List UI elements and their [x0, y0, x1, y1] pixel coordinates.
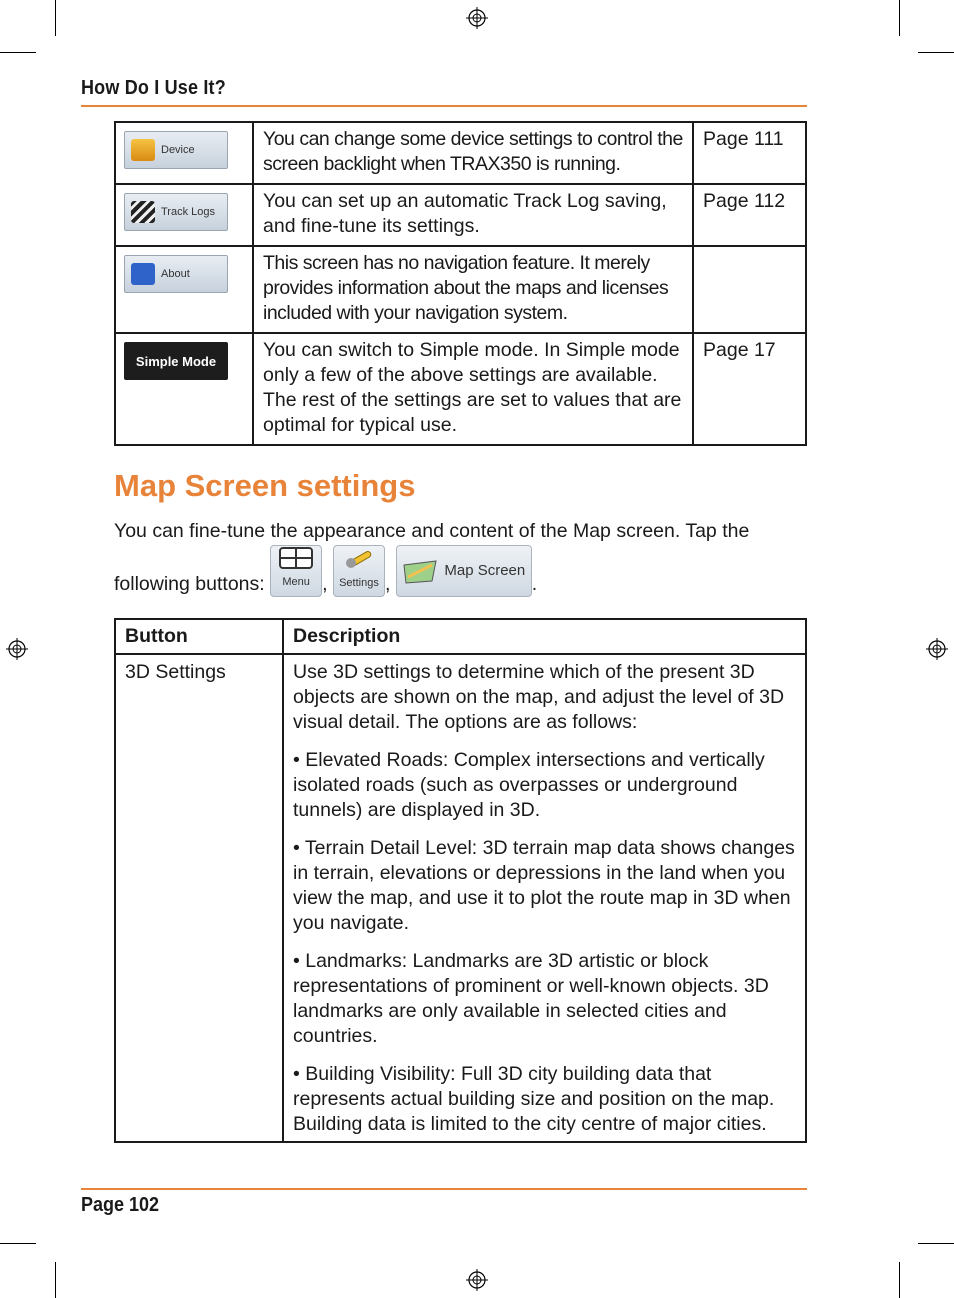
settings-button-icon: Settings [333, 545, 385, 597]
crop-mark [55, 0, 56, 36]
header-rule [81, 105, 807, 107]
table-row [115, 246, 806, 333]
crop-mark [918, 52, 954, 53]
description-paragraph: • Elevated Roads: Complex intersections and vertically isolated roads (such as overpasses or underground tunnels) are displayed in 3D. [293, 749, 765, 821]
crop-mark [55, 1262, 56, 1298]
table-row [115, 184, 806, 246]
crop-mark [0, 1243, 36, 1244]
row-description: You can set up an automatic Track Log saving, and fine-tune its settings. [253, 184, 693, 246]
description-paragraph: • Building Visibility: Full 3D city building data that represents actual building size and position on the map. Building data is limited to the city centre of major cities. [293, 1063, 775, 1135]
page-reference: Page 112 [693, 184, 806, 246]
track-logs-icon: Track Logs [124, 193, 228, 231]
description-paragraph: Use 3D settings to determine which of the present 3D objects are shown on the map, and adjust the level of 3D visual detail. The options are as follows: [293, 661, 785, 733]
map-screen-button-icon: Map Screen [396, 545, 532, 597]
crop-mark [899, 1262, 900, 1298]
registration-mark-icon [926, 638, 948, 660]
table-row [115, 122, 806, 184]
table-header-row [115, 619, 806, 654]
simple-mode-icon: Simple Mode [124, 342, 228, 380]
menu-button-icon: Menu [270, 545, 322, 597]
running-header: How Do I Use It? [81, 77, 226, 99]
row-description: You can change some device settings to control the screen backlight when TRAX350 is running. [253, 122, 693, 184]
page-reference: Page 17 [693, 333, 806, 445]
wrench-icon [342, 546, 376, 570]
intro-line-2: following buttons: Menu , Settings , Map Screen . [114, 545, 537, 597]
description-paragraph: • Landmarks: Landmarks are 3D artistic or block representations of prominent or well-known objects. 3D landmarks are only available in selected cities and countries. [293, 950, 769, 1047]
footer-rule [81, 1188, 807, 1190]
grid-icon [279, 547, 313, 569]
section-title: Map Screen settings [114, 468, 416, 503]
row-description: This screen has no navigation feature. It merely provides information about the maps and licenses included with your navigation system. [253, 246, 693, 333]
description-paragraph: • Terrain Detail Level: 3D terrain map data shows changes in terrain, elevations or depressions in the land when you view the map, and use it to plot the route map in 3D when you navigate. [293, 837, 795, 934]
button-name: 3D Settings [115, 654, 283, 1142]
row-description: You can switch to Simple mode. In Simple mode only a few of the above settings are available. The rest of the settings are set to values that are optimal for typical use. [253, 333, 693, 445]
page-reference: Page 111 [693, 122, 806, 184]
map-icon [402, 557, 438, 585]
device-icon: Device [124, 131, 228, 169]
about-icon: About [124, 255, 228, 293]
column-header-description: Description [283, 619, 806, 654]
button-description [283, 654, 806, 1142]
intro-line-1: You can fine-tune the appearance and content of the Map screen. Tap the [114, 520, 750, 542]
crop-mark [918, 1243, 954, 1244]
settings-table [114, 121, 807, 446]
map-settings-table [114, 618, 807, 1143]
crop-mark [899, 0, 900, 36]
registration-mark-icon [466, 1269, 488, 1291]
page-reference [693, 246, 806, 333]
column-header-button: Button [115, 619, 283, 654]
registration-mark-icon [466, 7, 488, 29]
table-row [115, 333, 806, 445]
page-number: Page 102 [81, 1194, 160, 1216]
crop-mark [0, 52, 36, 53]
table-row [115, 654, 806, 1142]
registration-mark-icon [6, 638, 28, 660]
